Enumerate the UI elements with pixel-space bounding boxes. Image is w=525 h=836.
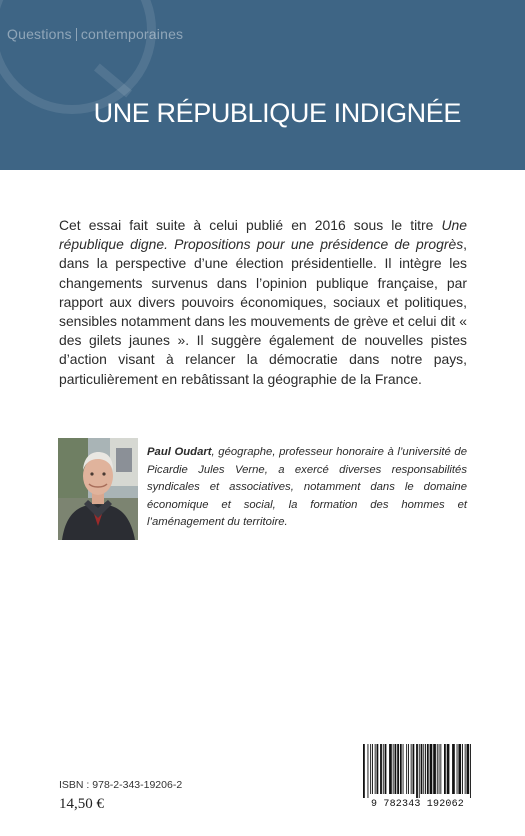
blurb-cited-title: Une république digne. Propositions pour une présidence de progrès (59, 217, 467, 253)
author-portrait-image (58, 438, 138, 540)
author-name: Paul Oudart (147, 446, 212, 458)
isbn: ISBN : 978-2-343-19206-2 (59, 779, 183, 791)
q-logo-icon (0, 0, 156, 114)
series-label: Questions (7, 26, 72, 42)
barcode-bars (361, 744, 474, 798)
cover-header (0, 0, 525, 170)
book-title: UNE RÉPUBLIQUE INDIGNÉE (93, 98, 461, 128)
author-photo (58, 438, 138, 540)
price: 14,50 € (59, 796, 104, 812)
author-bio (147, 444, 467, 532)
series-name (7, 26, 183, 42)
back-cover-blurb (59, 216, 467, 389)
series-divider (76, 28, 77, 41)
blurb-text-1: Cet essai fait suite à celui publié en 2016 sous le titre (59, 217, 442, 233)
series-sublabel: contemporaines (80, 26, 184, 42)
barcode-number: 9 782343 192062 (370, 799, 464, 810)
author-bio-text: , géographe, professeur honoraire à l’université de Picardie Jules Verne, a exercé diverses responsabilités syndicales et associatives, notamment dans le domaine économique et social, la formation des hommes et l’aménagement du territoire. (147, 446, 467, 529)
blurb-text-2: , dans la perspective d’une élection présidentielle. Il intègre les changements survenus dans l’opinion publique française, par rapport aux divers pouvoirs économiques, sociaux et politiques, sensibles notamment dans les mouvements de grève et celui dit « des gilets jaunes ». Il suggère également de nouvelles pistes d’action visant à relancer la démocratie dans notre pays, particulièrement en rebâtissant la géographie de la France. (59, 236, 467, 387)
barcode (355, 740, 480, 814)
